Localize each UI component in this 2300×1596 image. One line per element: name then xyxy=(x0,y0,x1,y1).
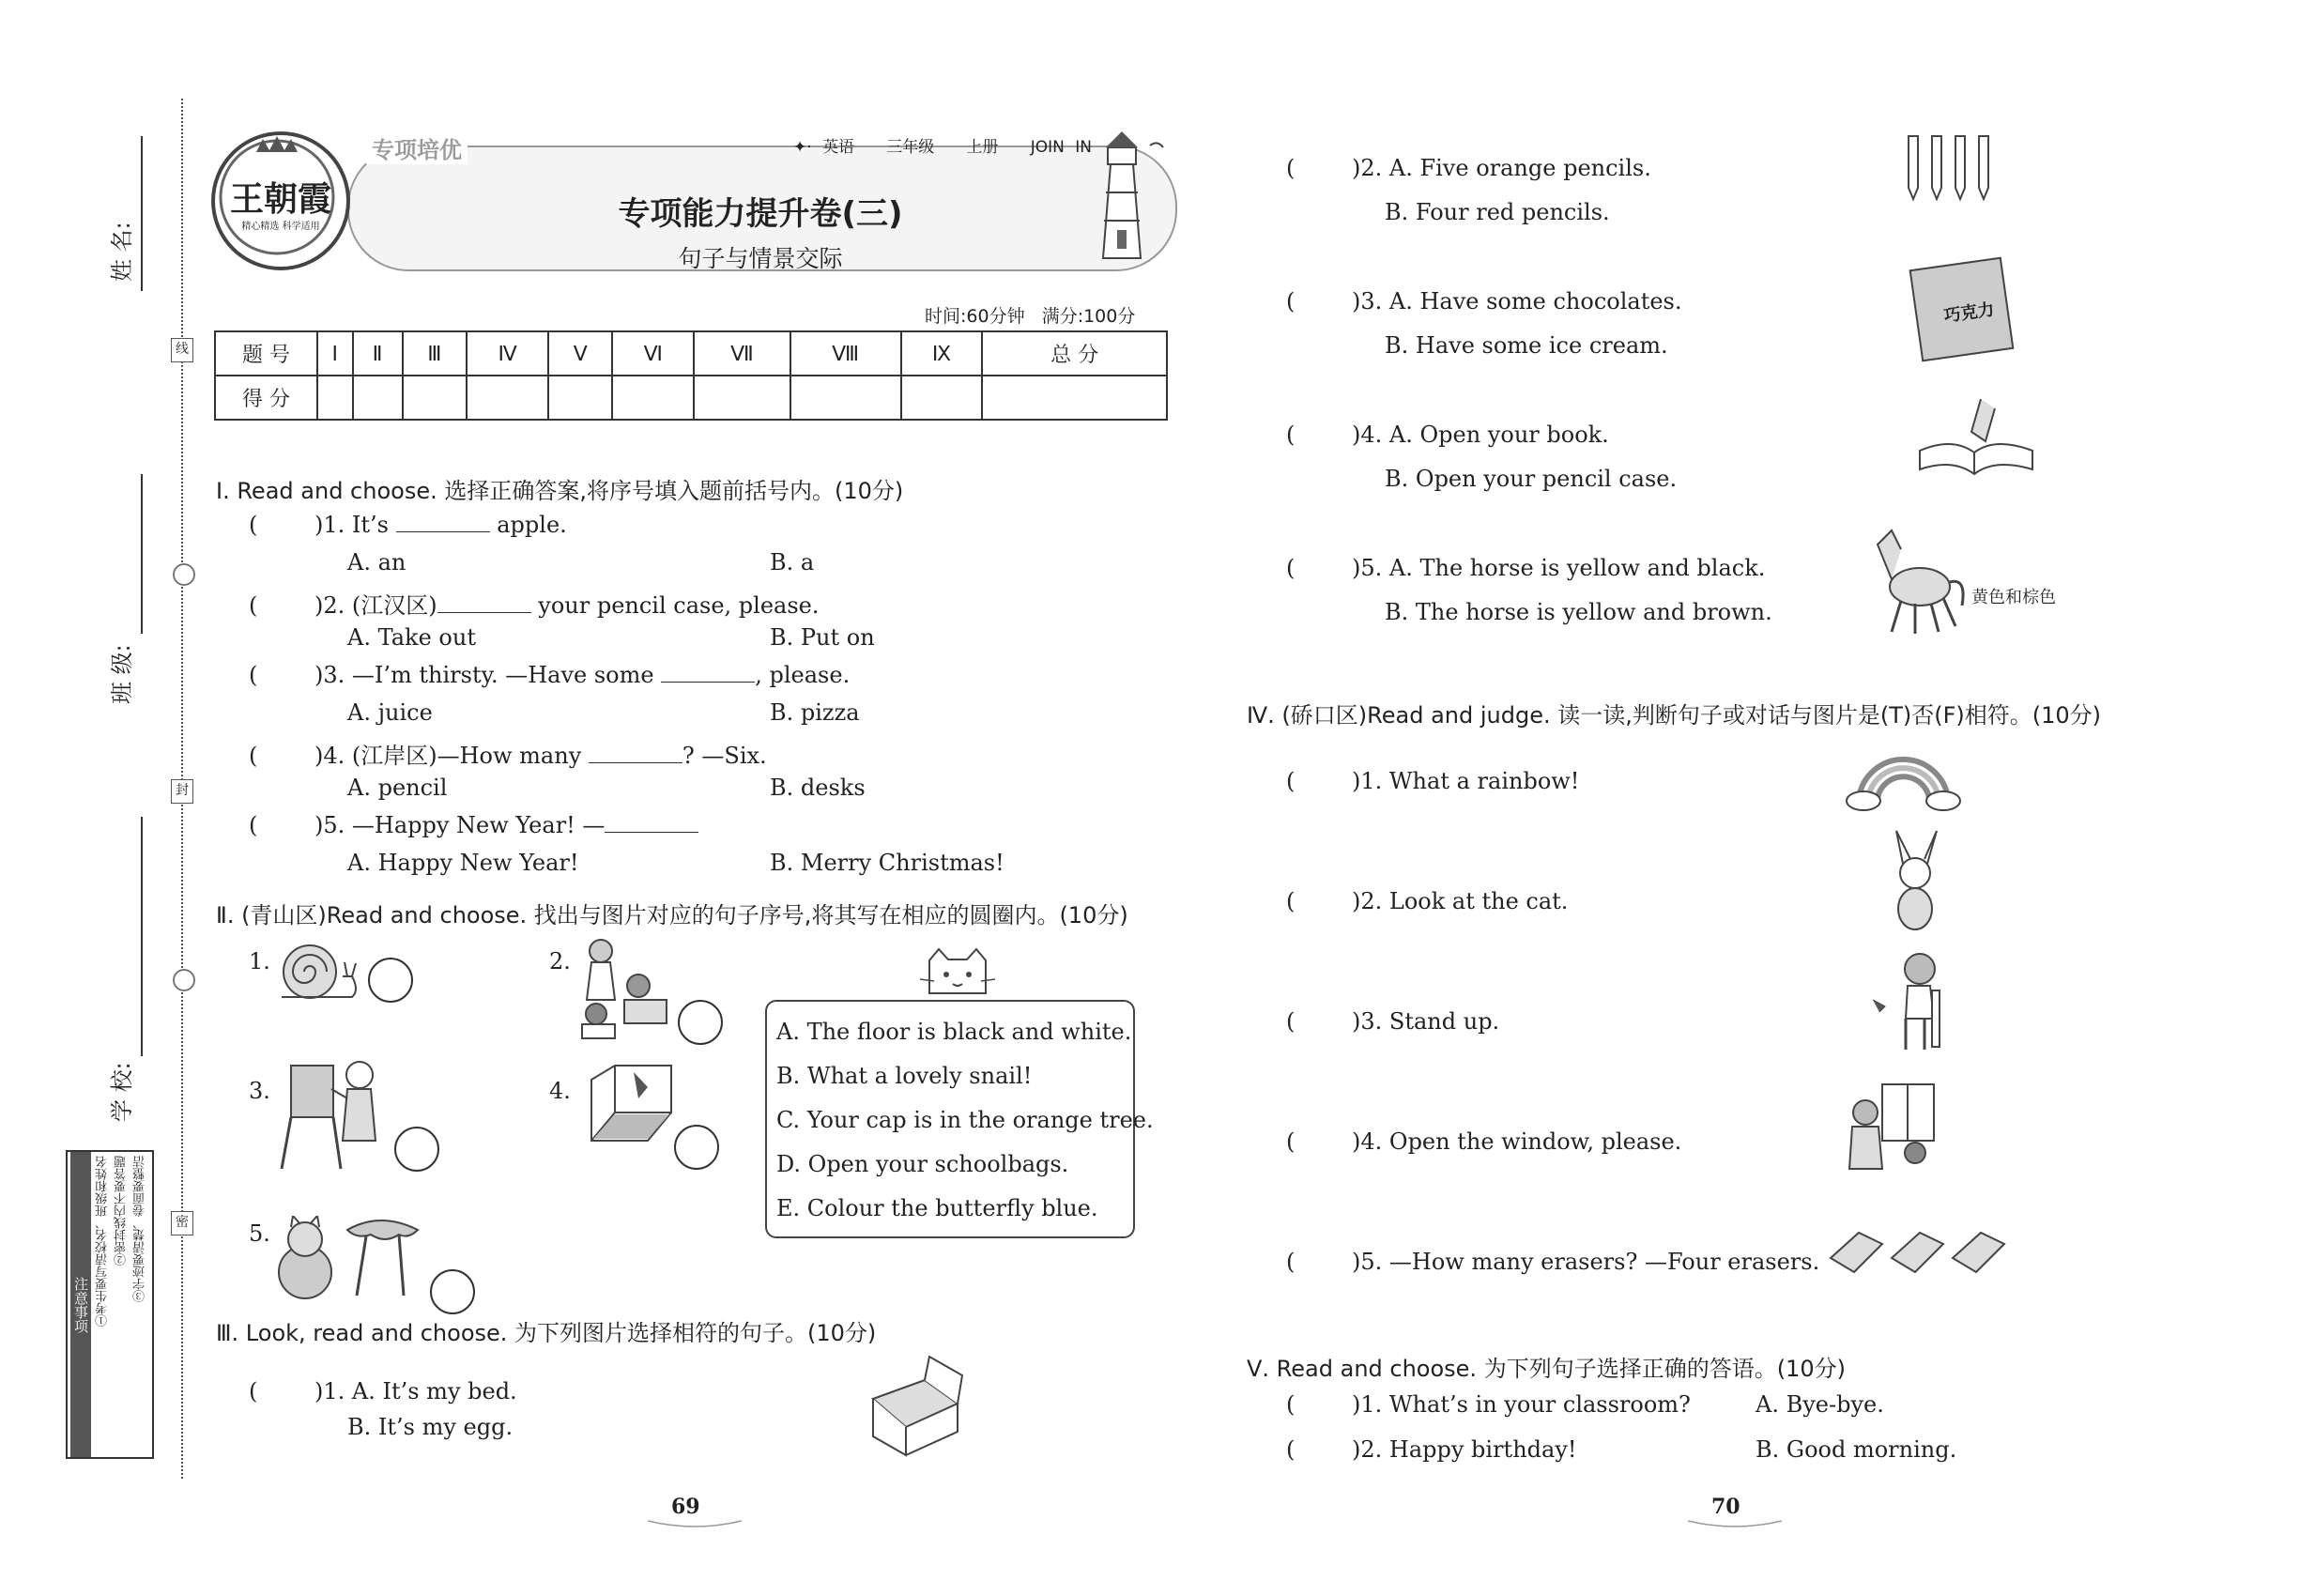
s2-option-d: D. Open your schoolbags. xyxy=(776,1151,1069,1177)
score-cell[interactable] xyxy=(982,376,1167,420)
s1-q4-opt-b: B. desks xyxy=(770,775,866,801)
s2-num-4: 4. xyxy=(549,1078,571,1104)
brand-name: 王朝霞 xyxy=(229,179,331,219)
page-number-left: 69 xyxy=(671,1495,700,1519)
s2-num-1: 1. xyxy=(249,948,270,974)
score-col-8: Ⅷ xyxy=(790,331,901,376)
classroom-kids-icon xyxy=(573,934,676,1042)
binding-hole-1 xyxy=(173,563,195,586)
notice-title: 注意事项 xyxy=(70,1152,91,1457)
s1-q2-opt-b: B. Put on xyxy=(770,624,875,651)
s3-q5-a[interactable]: ( )5. A. The horse is yellow and black. xyxy=(1286,555,1766,581)
s4-q1[interactable]: ( )1. What a rainbow! xyxy=(1286,768,1580,794)
pencils-icon xyxy=(1901,131,2000,202)
meta-grade: 三年级 xyxy=(886,138,935,157)
s4-q5[interactable]: ( )5. —How many erasers? —Four erasers. xyxy=(1286,1249,1820,1275)
notice-item-1: ①考生要写清校名、班级和姓名 xyxy=(96,1156,110,1327)
section2-title: Ⅱ. (青山区)Read and choose. 找出与图片对应的句子序号,将其写在相应的圆圈内。(10分) xyxy=(216,902,1128,928)
open-book-icon xyxy=(1901,394,2047,483)
score-col-total: 总 分 xyxy=(982,331,1167,376)
s2-answer-circle-3[interactable] xyxy=(394,1127,439,1172)
score-col-7: Ⅶ xyxy=(694,331,790,376)
score-cell[interactable] xyxy=(612,376,694,420)
notice-box xyxy=(66,1150,154,1459)
rainbow-icon xyxy=(1845,737,1962,812)
s1-q2-opt-a: A. Take out xyxy=(347,624,476,651)
score-cell[interactable] xyxy=(403,376,468,420)
binding-hole-2 xyxy=(173,969,195,991)
s4-q3[interactable]: ( )3. Stand up. xyxy=(1286,1008,1500,1035)
score-cell[interactable] xyxy=(548,376,612,420)
s1-q1[interactable]: ( )1. It’s apple. xyxy=(249,512,567,538)
chocolate-box-icon xyxy=(1909,257,2015,362)
score-col-4: Ⅳ xyxy=(467,331,548,376)
s2-option-e: E. Colour the butterfly blue. xyxy=(776,1195,1098,1221)
page-number-right: 70 xyxy=(1711,1495,1740,1519)
s4-q2[interactable]: ( )2. Look at the cat. xyxy=(1286,888,1569,914)
s5-q2[interactable]: ( )2. Happy birthday! xyxy=(1286,1436,1577,1463)
chocolate-label: 巧克力 xyxy=(1942,299,1996,327)
class-line[interactable] xyxy=(141,474,143,634)
page-subtitle: 句子与情景交际 xyxy=(678,245,843,272)
s3-q4-a[interactable]: ( )4. A. Open your book. xyxy=(1286,422,1609,448)
brand-logo xyxy=(211,131,350,270)
s1-q1-opt-a: A. an xyxy=(347,549,406,575)
meta-volume: 上册 xyxy=(966,138,999,157)
s3-q1-b: B. It’s my egg. xyxy=(347,1414,514,1440)
s2-answer-circle-5[interactable] xyxy=(430,1269,475,1314)
s4-q4[interactable]: ( )4. Open the window, please. xyxy=(1286,1128,1682,1155)
school-line[interactable] xyxy=(141,817,143,1056)
s3-q2-b: B. Four red pencils. xyxy=(1385,199,1610,225)
section1-title: Ⅰ. Read and choose. 选择正确答案,将序号填入题前括号内。(10分) xyxy=(216,478,904,504)
header-meta xyxy=(793,133,1092,157)
horse-caption: 黄色和棕色 xyxy=(1971,588,2056,607)
notice-item-2: ②密封线内不要答题 xyxy=(115,1156,129,1266)
s1-q3-opt-a: A. juice xyxy=(347,699,433,726)
score-cell[interactable] xyxy=(694,376,790,420)
score-col-5: Ⅴ xyxy=(548,331,612,376)
s2-option-b: B. What a lovely snail! xyxy=(776,1063,1033,1089)
score-col-3: Ⅲ xyxy=(403,331,468,376)
s3-q1-a[interactable]: ( )1. A. It’s my bed. xyxy=(249,1378,517,1404)
section4-title: Ⅳ. (硚口区)Read and judge. 读一读,判断句子或对话与图片是(T)否(F)相符。(10分) xyxy=(1247,702,2102,729)
series-label: 专项培优 xyxy=(366,131,468,164)
s1-q3-opt-b: B. pizza xyxy=(770,699,860,726)
snail-icon xyxy=(277,939,361,1005)
s2-num-3: 3. xyxy=(249,1078,270,1104)
page-ornament-left xyxy=(648,1513,742,1528)
cut-mark-3: 密 xyxy=(171,1211,193,1235)
s5-q1[interactable]: ( )1. What’s in your classroom? xyxy=(1286,1391,1691,1418)
s3-q5-b: B. The horse is yellow and brown. xyxy=(1385,599,1772,625)
bed-icon xyxy=(854,1352,967,1460)
score-cell[interactable] xyxy=(790,376,901,420)
s1-q2[interactable]: ( )2. (江汉区) your pencil case, please. xyxy=(249,592,820,619)
s3-q3-a[interactable]: ( )3. A. Have some chocolates. xyxy=(1286,288,1682,315)
score-col-9: Ⅸ xyxy=(901,331,983,376)
school-label: 学 校: xyxy=(109,1062,135,1122)
page-title: 专项能力提升卷(三) xyxy=(618,195,903,233)
s1-q1-opt-b: B. a xyxy=(770,549,815,575)
s3-q3-b: B. Have some ice cream. xyxy=(1385,332,1668,359)
s1-q4-opt-a: A. pencil xyxy=(347,775,448,801)
score-row-label: 得 分 xyxy=(215,376,317,420)
painting-boy-icon xyxy=(277,1051,380,1174)
score-col-6: Ⅵ xyxy=(612,331,694,376)
s2-num-2: 2. xyxy=(549,948,571,974)
page-ornament-right xyxy=(1688,1513,1782,1528)
s1-q5-opt-a: A. Happy New Year! xyxy=(347,850,579,876)
s2-answer-circle-4[interactable] xyxy=(674,1125,719,1170)
section3-title: Ⅲ. Look, read and choose. 为下列图片选择相符的句子。(10分) xyxy=(216,1320,877,1346)
s1-q5-opt-b: B. Merry Christmas! xyxy=(770,850,1004,876)
meta-edition: JOIN IN xyxy=(1030,138,1092,157)
s2-option-box xyxy=(765,1000,1154,1238)
score-table-header-row xyxy=(215,331,1167,376)
sitting-boy-icon xyxy=(1868,948,1957,1056)
s2-option-c: C. Your cap is in the orange tree. xyxy=(776,1107,1154,1133)
name-label: 姓 名: xyxy=(109,222,135,282)
score-cell[interactable] xyxy=(353,376,403,420)
horse-icon xyxy=(1863,521,1967,638)
s3-q4-b: B. Open your pencil case. xyxy=(1385,466,1678,492)
class-label: 班 级: xyxy=(109,644,135,704)
score-cell[interactable] xyxy=(901,376,983,420)
s5-a1: A. Bye-bye. xyxy=(1756,1391,1884,1418)
cut-mark-1: 线 xyxy=(171,338,193,362)
name-line[interactable] xyxy=(141,136,143,291)
cut-mark-2: 封 xyxy=(171,779,193,804)
score-col-2: Ⅱ xyxy=(353,331,403,376)
s2-num-5: 5. xyxy=(249,1220,270,1247)
s3-q2-a[interactable]: ( )2. A. Five orange pencils. xyxy=(1286,155,1651,181)
brand-slogan: 精心精选 科学适用 xyxy=(241,222,320,232)
s2-answer-circle-1[interactable] xyxy=(368,958,413,1003)
score-table xyxy=(214,330,1168,421)
score-cell[interactable] xyxy=(317,376,353,420)
s2-answer-circle-2[interactable] xyxy=(678,1000,723,1045)
star-icon: ✦· xyxy=(793,138,812,157)
checkered-floor-icon xyxy=(582,1061,676,1145)
score-cell[interactable] xyxy=(467,376,548,420)
section5-title: Ⅴ. Read and choose. 为下列句子选择正确的答语。(10分) xyxy=(1247,1356,1846,1382)
window-room-icon xyxy=(1845,1080,1939,1174)
s2-option-a: A. The floor is black and white. xyxy=(776,1019,1132,1045)
time-score: 时间:60分钟 满分:100分 xyxy=(925,306,1136,327)
cat-face-icon xyxy=(920,946,995,998)
s1-q3[interactable]: ( )3. —I’m thirsty. —Have some , please. xyxy=(249,662,851,688)
score-col-1: Ⅰ xyxy=(317,331,353,376)
tree-icon xyxy=(343,1216,422,1300)
score-col-label: 题 号 xyxy=(215,331,317,376)
erasers-icon xyxy=(1826,1225,2014,1281)
meta-subject: 英语 xyxy=(822,138,855,157)
rabbit-icon xyxy=(1882,826,1948,934)
s5-a2: B. Good morning. xyxy=(1756,1436,1957,1463)
score-table-score-row xyxy=(215,376,1167,420)
s1-q4[interactable]: ( )4. (江岸区)—How many ? —Six. xyxy=(249,743,767,769)
s1-q5[interactable]: ( )5. —Happy New Year! — xyxy=(249,812,698,838)
lighthouse-icon xyxy=(1075,127,1178,263)
notice-item-3: ③字迹要清楚、卷面要整洁 xyxy=(133,1156,147,1302)
cat-icon xyxy=(272,1216,338,1305)
